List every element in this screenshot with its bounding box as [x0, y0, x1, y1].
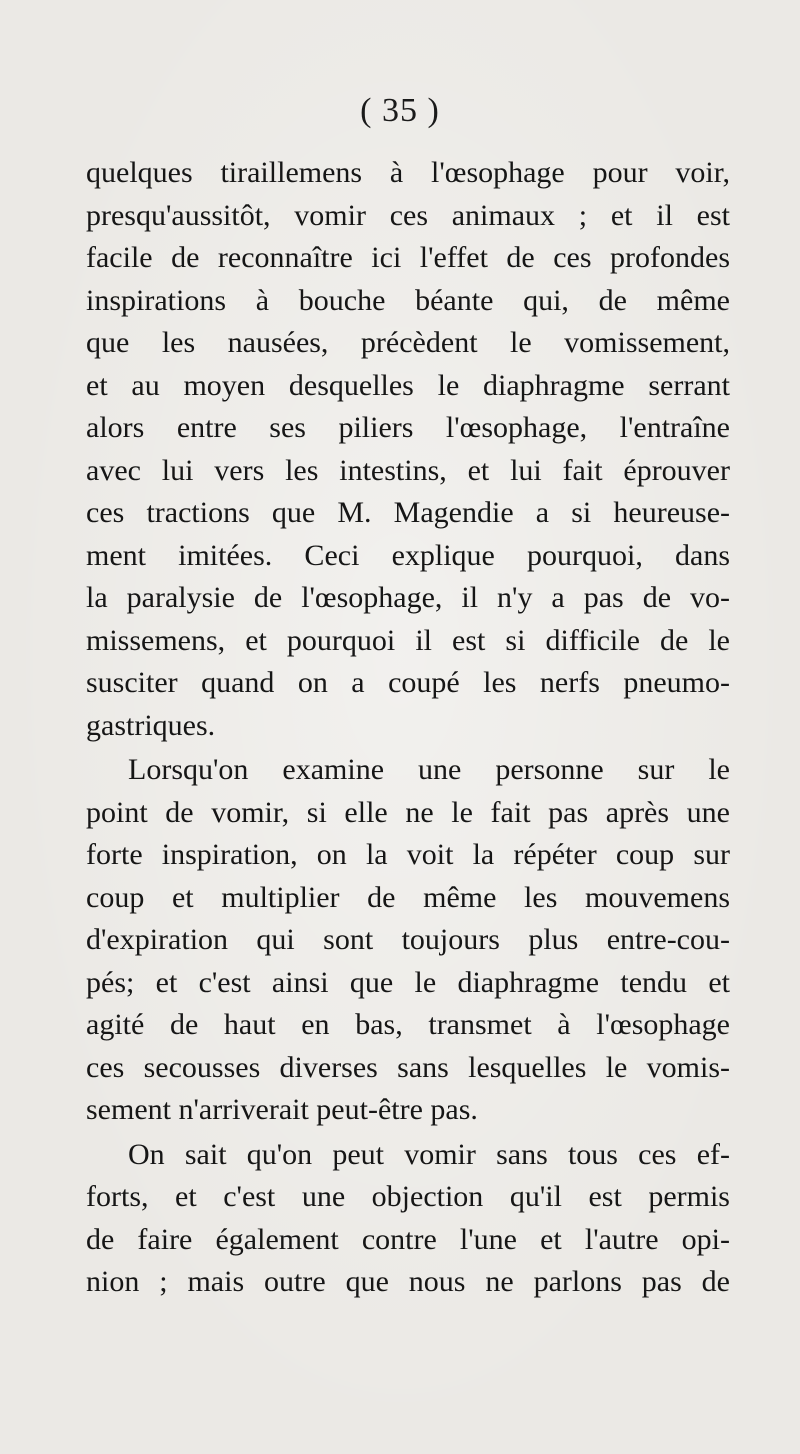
- text-line: ment imitées. Ceci explique pourquoi, dans: [86, 538, 730, 572]
- text-line: d'expiration qui sont toujours plus entre-cou-: [86, 923, 730, 956]
- text-line: ces tractions que M. Magendie a si heureuse-: [86, 496, 730, 529]
- page-number: ( 35 ): [360, 92, 440, 129]
- text-line: quelques tiraillemens à l'œsophage pour voir,: [86, 156, 730, 189]
- text-line: facile de reconnaître ici l'effet de ces profondes: [86, 241, 730, 274]
- text-line: alors entre ses piliers l'œsophage, l'entraîne: [86, 411, 730, 444]
- text-line: sement n'arriverait peut-être pas.: [86, 1093, 478, 1126]
- text-line: forte inspiration, on la voit la répéter coup sur: [86, 838, 730, 871]
- text-line: la paralysie de l'œsophage, il n'y a pas de vo-: [86, 581, 730, 614]
- text-line: gastriques.: [86, 708, 216, 742]
- text-line: forts, et c'est une objection qu'il est permis: [86, 1180, 730, 1213]
- body-text: [86, 152, 730, 1304]
- text-line: presqu'aussitôt, vomir ces animaux ; et il est: [86, 198, 730, 232]
- paragraph-2: [86, 749, 730, 1132]
- paragraph-3: [86, 1134, 730, 1304]
- text-line: avec lui vers les intestins, et lui fait éprouver: [86, 453, 730, 487]
- text-line: de faire également contre l'une et l'autre opi-: [86, 1222, 730, 1256]
- text-line: point de vomir, si elle ne le fait pas après une: [86, 795, 730, 829]
- text-line: inspirations à bouche béante qui, de même: [86, 283, 730, 317]
- text-line: susciter quand on a coupé les nerfs pneumo-: [86, 666, 730, 699]
- text-line: ces secousses diverses sans lesquelles le vomis-: [86, 1050, 730, 1084]
- text-line: Lorsqu'on examine une personne sur le: [128, 753, 730, 786]
- text-line: nion ; mais outre que nous ne parlons pas de: [86, 1265, 730, 1298]
- text-line: pés; et c'est ainsi que le diaphragme tendu et: [86, 965, 730, 999]
- text-line: On sait qu'on peut vomir sans tous ces ef-: [128, 1137, 730, 1171]
- text-line: missemens, et pourquoi il est si difficile de le: [86, 623, 730, 657]
- text-line: et au moyen desquelles le diaphragme serrant: [86, 368, 730, 402]
- text-line: que les nausées, précèdent le vomissement,: [86, 326, 730, 359]
- paragraph-1: [86, 152, 730, 747]
- text-line: agité de haut en bas, transmet à l'œsophage: [86, 1008, 730, 1041]
- text-line: coup et multiplier de même les mouvemens: [86, 880, 730, 914]
